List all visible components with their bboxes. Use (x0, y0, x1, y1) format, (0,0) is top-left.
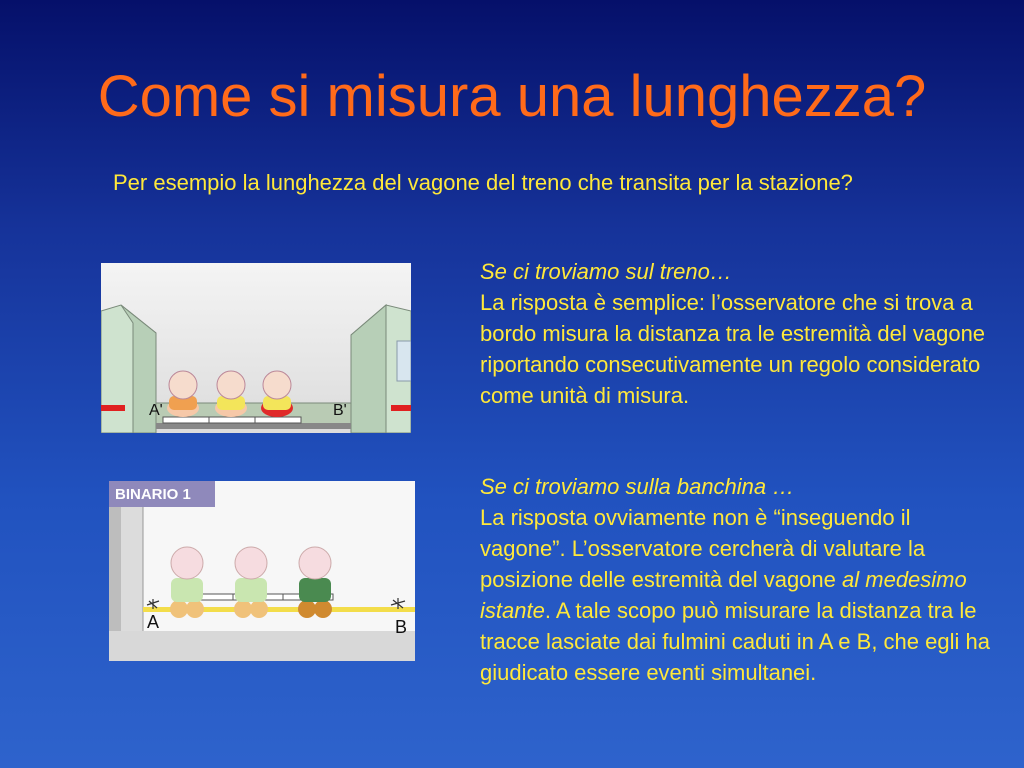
paragraph-platform (480, 471, 990, 688)
slide-title: Come si misura una lunghezza? (97, 64, 927, 129)
baby-1 (167, 371, 199, 417)
paragraph-platform-emphasis: al medesimo istante (480, 567, 967, 623)
paragraph-train (480, 256, 990, 411)
label-a-prime: A' (149, 402, 163, 419)
baby-3 (298, 547, 332, 618)
paragraph-platform-body-before: La risposta ovviamente non è “inseguendo il vagone”. L’osservatore cercherà di valutare la posizione delle estremità del vagone (480, 505, 926, 592)
baby-1 (170, 547, 204, 618)
platform-observers-illustration (109, 481, 415, 661)
train-observers-illustration (101, 263, 411, 433)
paragraph-platform-lead: Se ci troviamo sulla banchina … (480, 474, 795, 499)
paragraph-train-body: La risposta è semplice: l’osservatore che si trova a bordo misura la distanza tra le estremità del vagone riportando consecutivamente un regolo considerato come unità di misura. (480, 290, 986, 408)
label-a: A (147, 612, 160, 632)
label-b: B (395, 617, 408, 637)
paragraph-platform-body-after: . A tale scopo può misurare la distanza tra le tracce lasciate dai fulmini caduti in A e B, che egli ha giudicato essere eventi simultanei. (480, 598, 990, 685)
baby-2 (234, 547, 268, 618)
paragraph-train-lead: Se ci troviamo sul treno… (480, 259, 732, 284)
intro-text: Per esempio la lunghezza del vagone del treno che transita per la stazione? (113, 170, 853, 195)
platform-sign: BINARIO 1 (115, 486, 191, 503)
label-b-prime: B' (333, 402, 347, 419)
baby-2 (215, 371, 247, 417)
baby-3 (261, 371, 293, 417)
